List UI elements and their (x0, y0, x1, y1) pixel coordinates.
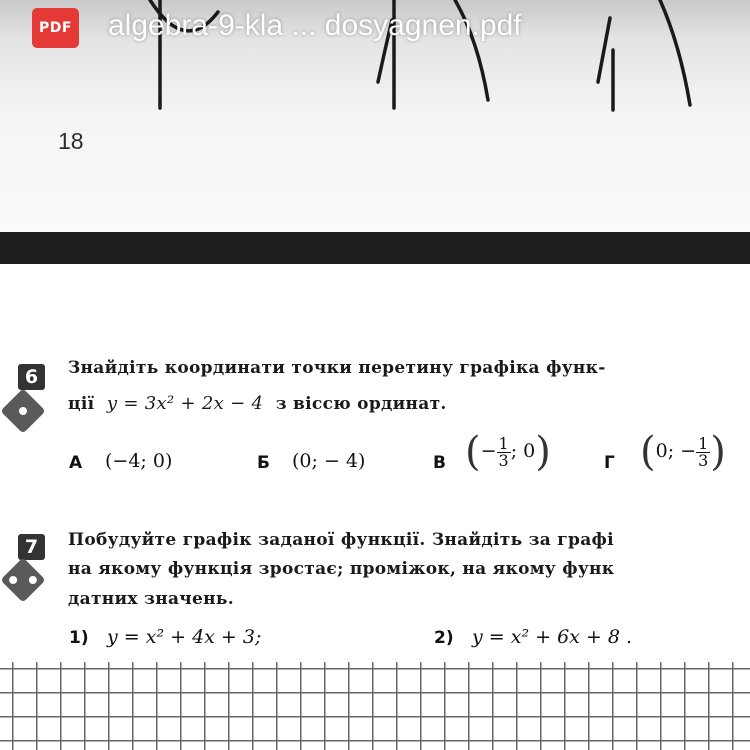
task-7-text-line-1: Побудуйте графік заданої функції. Знайдіть за графі (68, 530, 614, 550)
viewer-header (0, 0, 750, 56)
pdf-file-icon: PDF (32, 8, 79, 48)
pdf-page (0, 264, 750, 750)
option-d-letter: Г (604, 453, 615, 473)
task-7-item-1-equation: y = x² + 4x + 3; (107, 626, 262, 648)
option-a-value: (−4; 0) (105, 450, 173, 472)
page-number: 18 (58, 128, 84, 154)
option-d-value: (0; − $\frac{1}{3}$ ) (640, 429, 726, 475)
graph-paper-grid (0, 662, 750, 750)
option-c-value: (− $\frac{1}{3}$ ; 0) (465, 429, 551, 475)
task-7-text-line-2: на якому функція зростає; проміжок, на якому функ (68, 559, 615, 579)
task-6-text-line-2: ції y = 3x² + 2x − 4 з віссю ординат. (68, 393, 447, 414)
task-6-number: 6 (18, 364, 45, 390)
task-6-text-line-1: Знайдіть координати точки перетину графіка функ- (68, 358, 606, 378)
task-7-number: 7 (18, 534, 45, 560)
task-7-item-2-equation: y = x² + 6x + 8 . (472, 626, 633, 648)
task-7-item-2-number: 2) (434, 628, 454, 648)
option-c-letter: В (433, 453, 446, 473)
option-b-value: (0; − 4) (292, 450, 366, 472)
task-7-item-1-number: 1) (69, 628, 89, 648)
page-separator (0, 232, 750, 264)
task-7-text-line-3: датних значень. (68, 589, 234, 609)
difficulty-level-2-icon (0, 557, 45, 602)
option-b-letter: Б (257, 453, 270, 473)
difficulty-level-1-icon (0, 388, 45, 433)
file-title[interactable]: algebra-9-kla ... dosyagnen.pdf (108, 9, 522, 42)
task-6-equation: y = 3x² + 2x − 4 (106, 393, 264, 414)
option-a-letter: А (69, 453, 83, 473)
